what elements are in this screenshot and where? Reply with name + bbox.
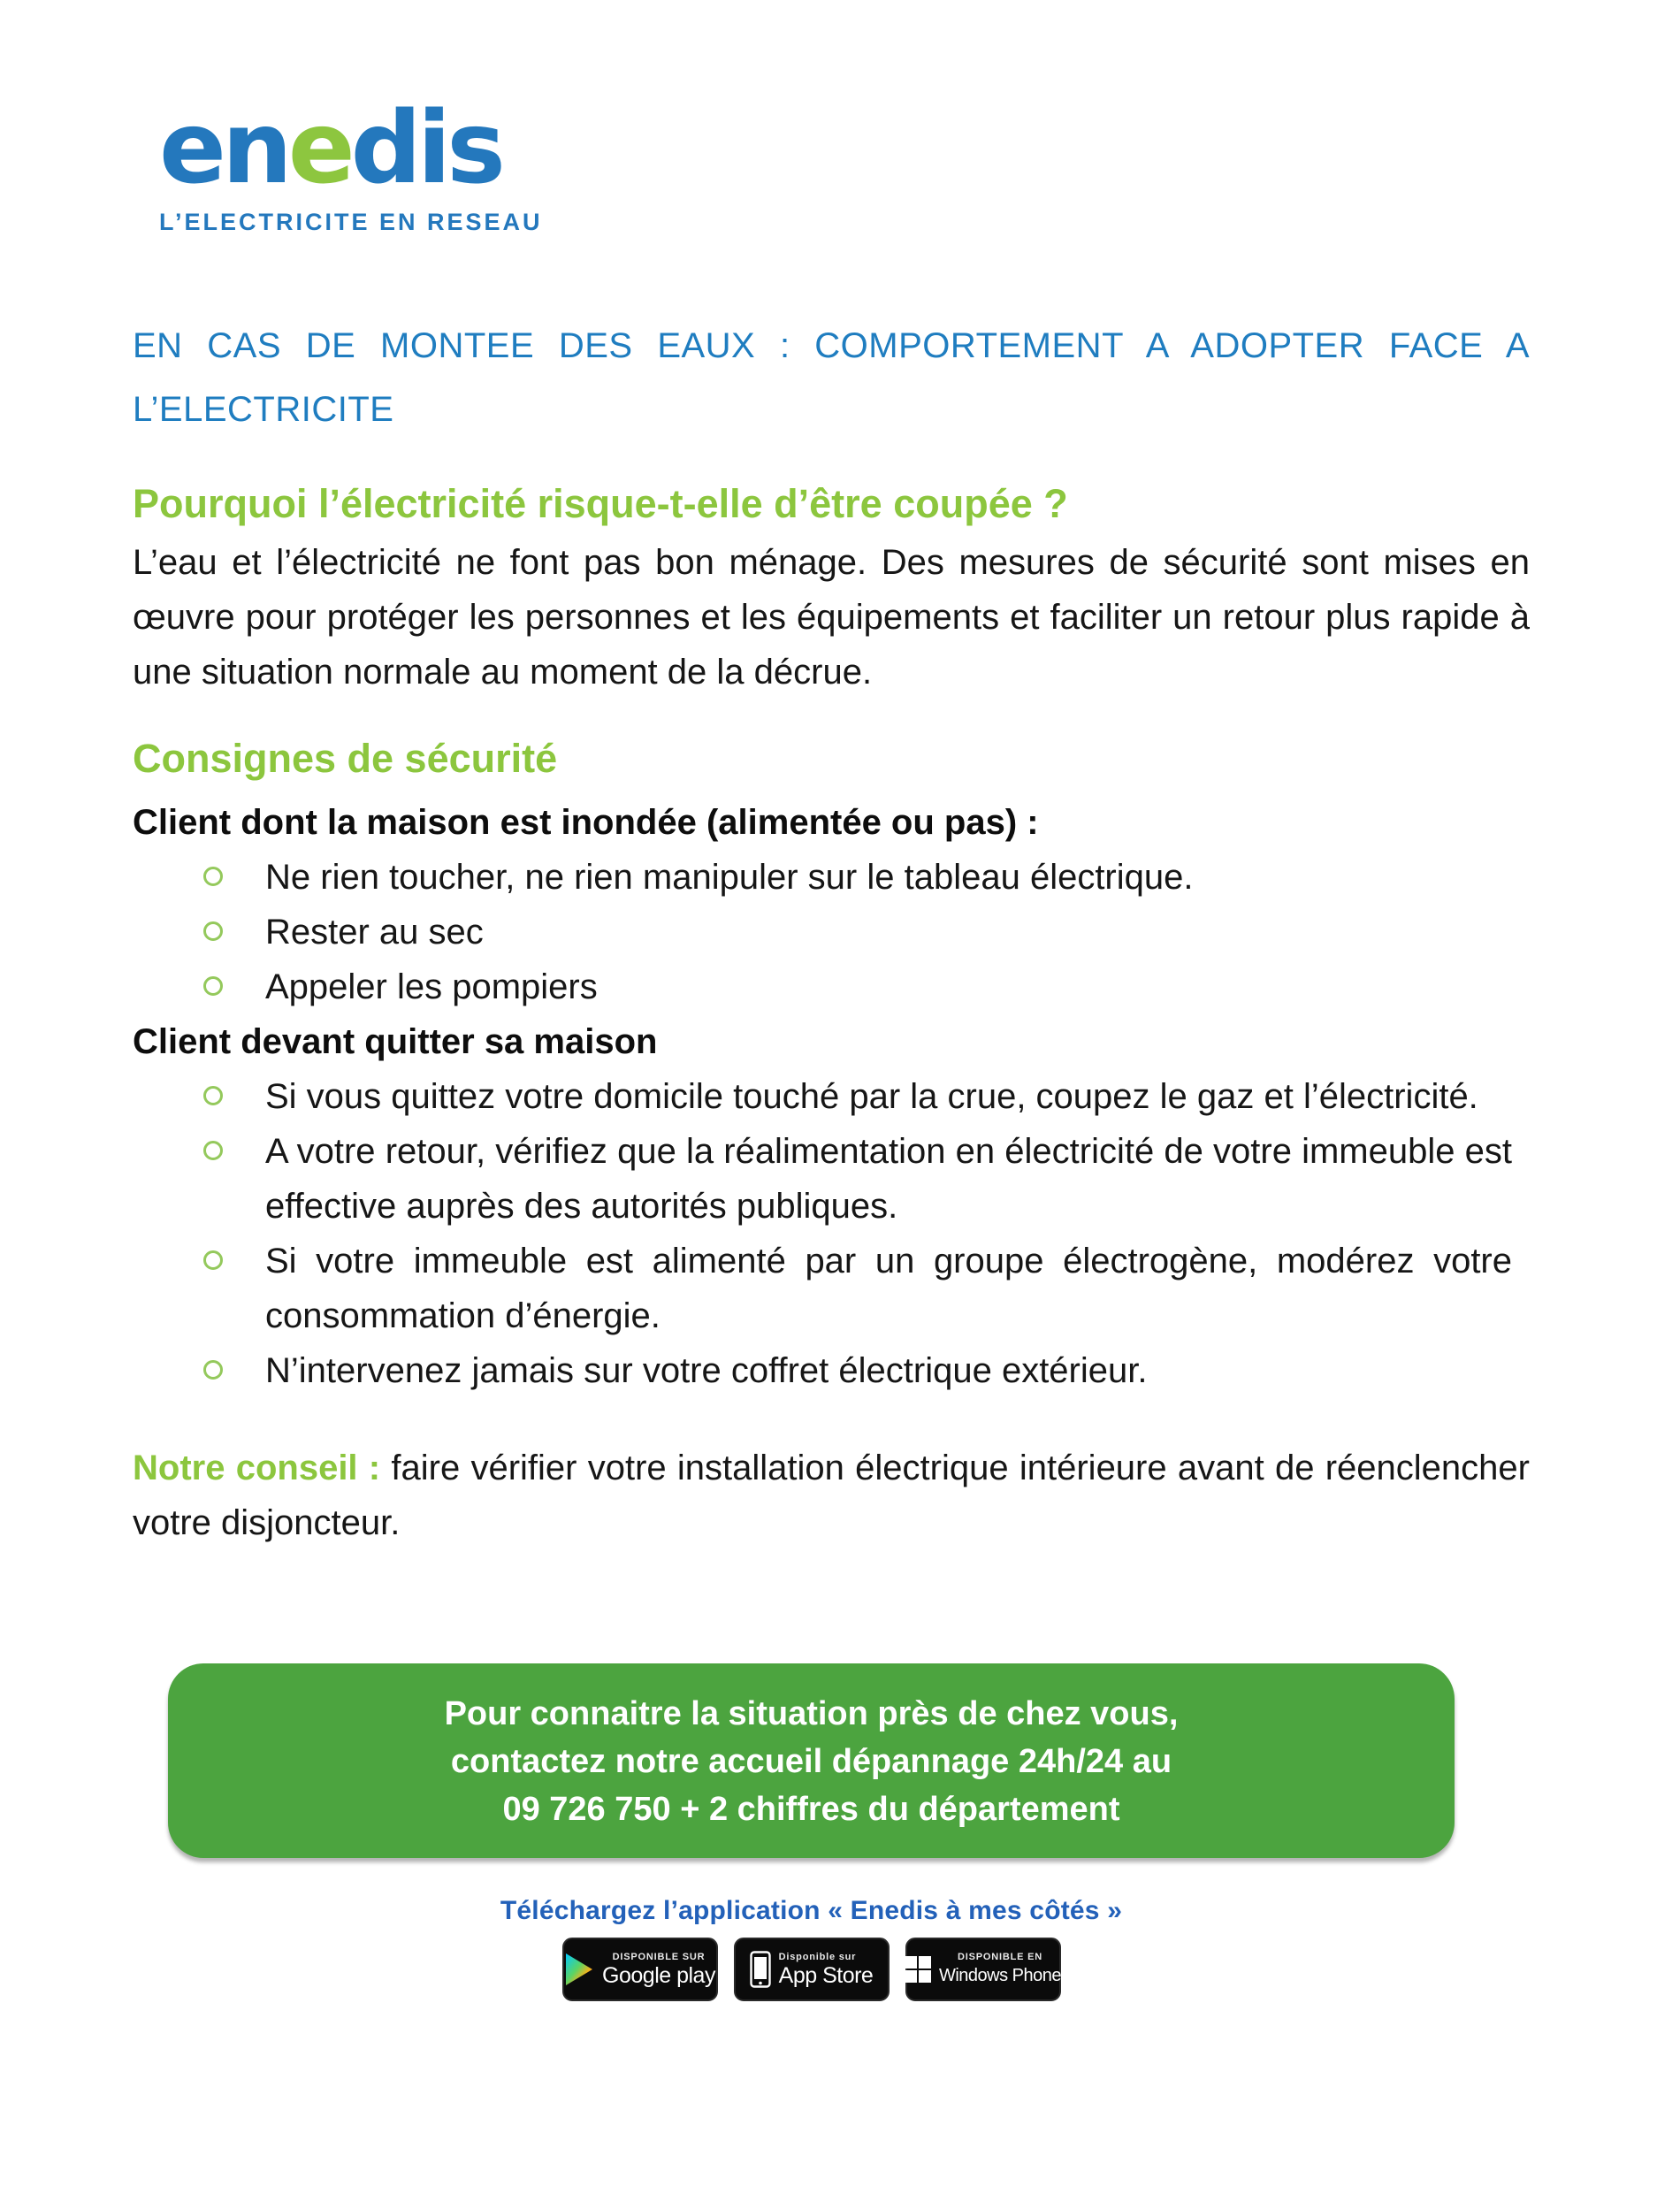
windows-phone-badge[interactable] xyxy=(905,1938,1061,2001)
app-store-icon xyxy=(750,1951,771,1988)
badge-store-name: Windows Phone xyxy=(938,1966,1062,1985)
intro-paragraph: L’eau et l’électricité ne font pas bon ménage. Des mesures de sécurité sont mises en œuvre pour protéger les personnes et les équipements et faciliter un retour plus rapide à une situation normale au moment de la décrue. xyxy=(133,543,1530,692)
logo-text-dis: dis xyxy=(350,91,501,206)
document-title-line1: EN CAS DE MONTEE DES EAUX : COMPORTEMENT A ADOPTER FACE A xyxy=(133,326,1530,365)
google-play-badge[interactable] xyxy=(562,1938,718,2001)
list-item xyxy=(133,1343,1530,1398)
badge-store-name: App Store xyxy=(778,1963,874,1988)
advice-label: Notre conseil : xyxy=(133,1449,381,1487)
bullet-icon xyxy=(203,1141,223,1160)
list-item-text: Si vous quittez votre domicile touché par la crue, coupez le gaz et l’électricité. xyxy=(265,1077,1478,1116)
badge-available-text: Disponible sur xyxy=(778,1952,857,1962)
download-section xyxy=(168,1893,1455,2001)
list-item-text: Rester au sec xyxy=(265,913,484,952)
download-caption: Téléchargez l’application « Enedis à mes côtés » xyxy=(500,1896,1123,1925)
list-item xyxy=(133,1234,1530,1343)
bullet-icon xyxy=(203,867,223,886)
contact-line1: Pour connaitre la situation près de chez vous, xyxy=(444,1695,1179,1732)
list-item xyxy=(133,1124,1530,1234)
logo-text-en: en xyxy=(159,91,288,206)
list-item-text: N’intervenez jamais sur votre coffret électrique extérieur. xyxy=(265,1351,1148,1390)
contact-phone-number: 09 726 750 + 2 chiffres du département xyxy=(502,1791,1120,1828)
list-maison-inondee xyxy=(133,850,1530,1014)
advice-text: faire vérifier votre installation électrique intérieure avant de réenclencher votre disjoncteur. xyxy=(133,1449,1530,1542)
bullet-icon xyxy=(203,1086,223,1105)
list-item-text: Appeler les pompiers xyxy=(265,967,598,1006)
store-badges-row xyxy=(168,1938,1455,2001)
subheading-maison-inondee: Client dont la maison est inondée (alimentée ou pas) : xyxy=(133,803,1039,842)
document-title xyxy=(133,314,1530,441)
contact-line2: contactez notre accueil dépannage 24h/24 au xyxy=(450,1743,1172,1780)
list-item-text: Ne rien toucher, ne rien manipuler sur le tableau électrique. xyxy=(265,858,1194,897)
bullet-icon xyxy=(203,1250,223,1270)
bullet-icon xyxy=(203,976,223,996)
enedis-logo xyxy=(159,0,1530,236)
windows-icon xyxy=(905,1956,931,1983)
app-store-badge[interactable] xyxy=(734,1938,890,2001)
list-quitter-maison xyxy=(133,1069,1530,1398)
badge-store-name: Google play xyxy=(602,1963,715,1988)
list-item-text: A votre retour, vérifiez que la réalimentation en électricité de votre immeuble est effective auprès des autorités publiques. xyxy=(265,1132,1512,1226)
advice-paragraph xyxy=(133,1441,1530,1550)
list-item xyxy=(133,905,1530,959)
list-item-text: Si votre immeuble est alimenté par un groupe électrogène, modérez votre consommation d’énergie. xyxy=(265,1242,1512,1335)
section-heading-consignes: Consignes de sécurité xyxy=(133,736,558,781)
badge-available-text: DISPONIBLE EN xyxy=(958,1952,1042,1962)
bullet-icon xyxy=(203,921,223,941)
logo-text-e: e xyxy=(287,91,351,206)
subheading-quitter-maison: Client devant quitter sa maison xyxy=(133,1022,658,1061)
google-play-icon xyxy=(564,1953,594,1986)
list-item xyxy=(133,850,1530,905)
badge-available-text: DISPONIBLE SUR xyxy=(612,1952,706,1962)
logo-tagline: L’ELECTRICITE EN RESEAU xyxy=(159,209,543,235)
bullet-icon xyxy=(203,1360,223,1380)
enedis-wordmark xyxy=(159,91,1530,206)
document-title-line2: L’ELECTRICITE xyxy=(133,390,394,429)
contact-info-box xyxy=(168,1663,1455,1858)
list-item xyxy=(133,959,1530,1014)
section-heading-pourquoi: Pourquoi l’électricité risque-t-elle d’être coupée ? xyxy=(133,481,1068,526)
list-item xyxy=(133,1069,1530,1124)
